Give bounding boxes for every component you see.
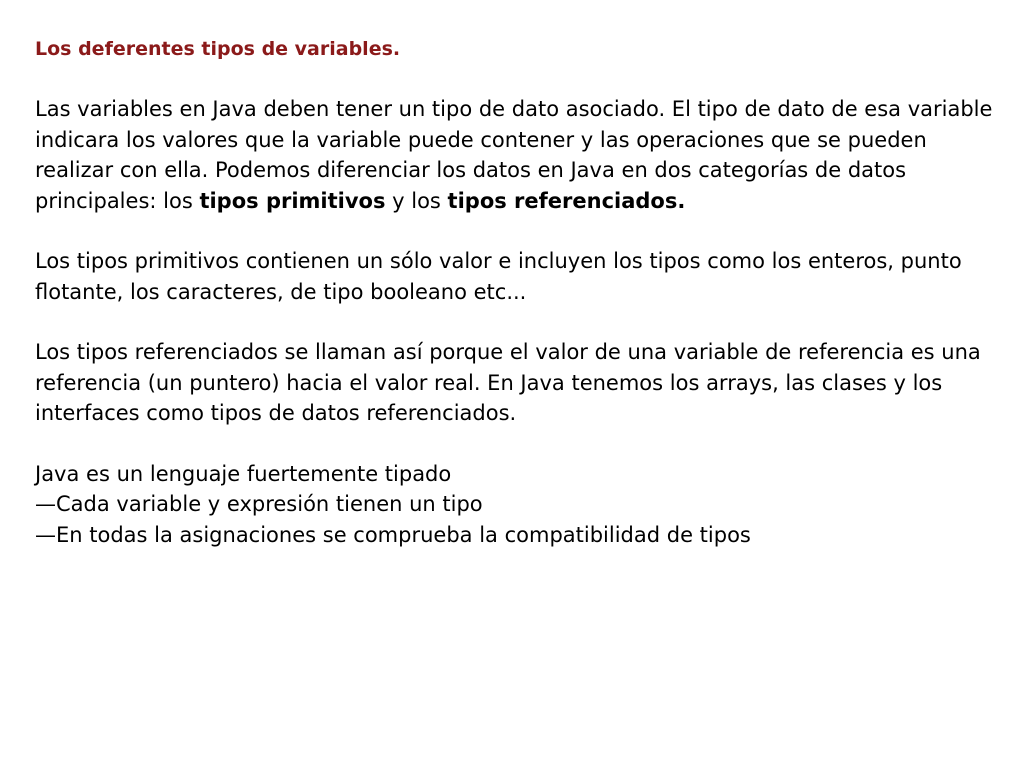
- paragraph-data-types-intro: [35, 94, 995, 216]
- bold-tipos-primitivos: tipos primitivos: [199, 188, 386, 213]
- slide-content: [35, 34, 995, 550]
- strong-typing-point-2: —En todas la asignaciones se comprueba la compatibilidad de tipos: [35, 522, 751, 547]
- bold-tipos-referenciados: tipos referenciados.: [447, 188, 686, 213]
- paragraph-strong-typing: [35, 459, 995, 551]
- slide-title: Los deferentes tipos de variables.: [35, 38, 401, 60]
- intro-text: Las variables en Java deben tener un tipo de dato asociado. El tipo de dato de esa variable indicara los valores que la variable puede contener y las operaciones que se pueden realizar con ella. Podemos diferenciar los datos en Java en dos categorías de datos principales: los: [35, 97, 993, 213]
- strong-typing-heading: Java es un lenguaje fuertemente tipado: [35, 461, 452, 486]
- paragraph-reference-types: Los tipos referenciados se llaman así porque el valor de una variable de referencia es una referencia (un puntero) hacia el valor real. En Java tenemos los arrays, las clases y los interfaces como tipos de datos referenciados.: [35, 340, 981, 425]
- intro-connector: y los: [385, 188, 448, 213]
- strong-typing-point-1: —Cada variable y expresión tienen un tipo: [35, 492, 483, 516]
- paragraph-primitive-types: Los tipos primitivos contienen un sólo valor e incluyen los tipos como los enteros, punto flotante, los caracteres, de tipo booleano etc...: [35, 249, 962, 304]
